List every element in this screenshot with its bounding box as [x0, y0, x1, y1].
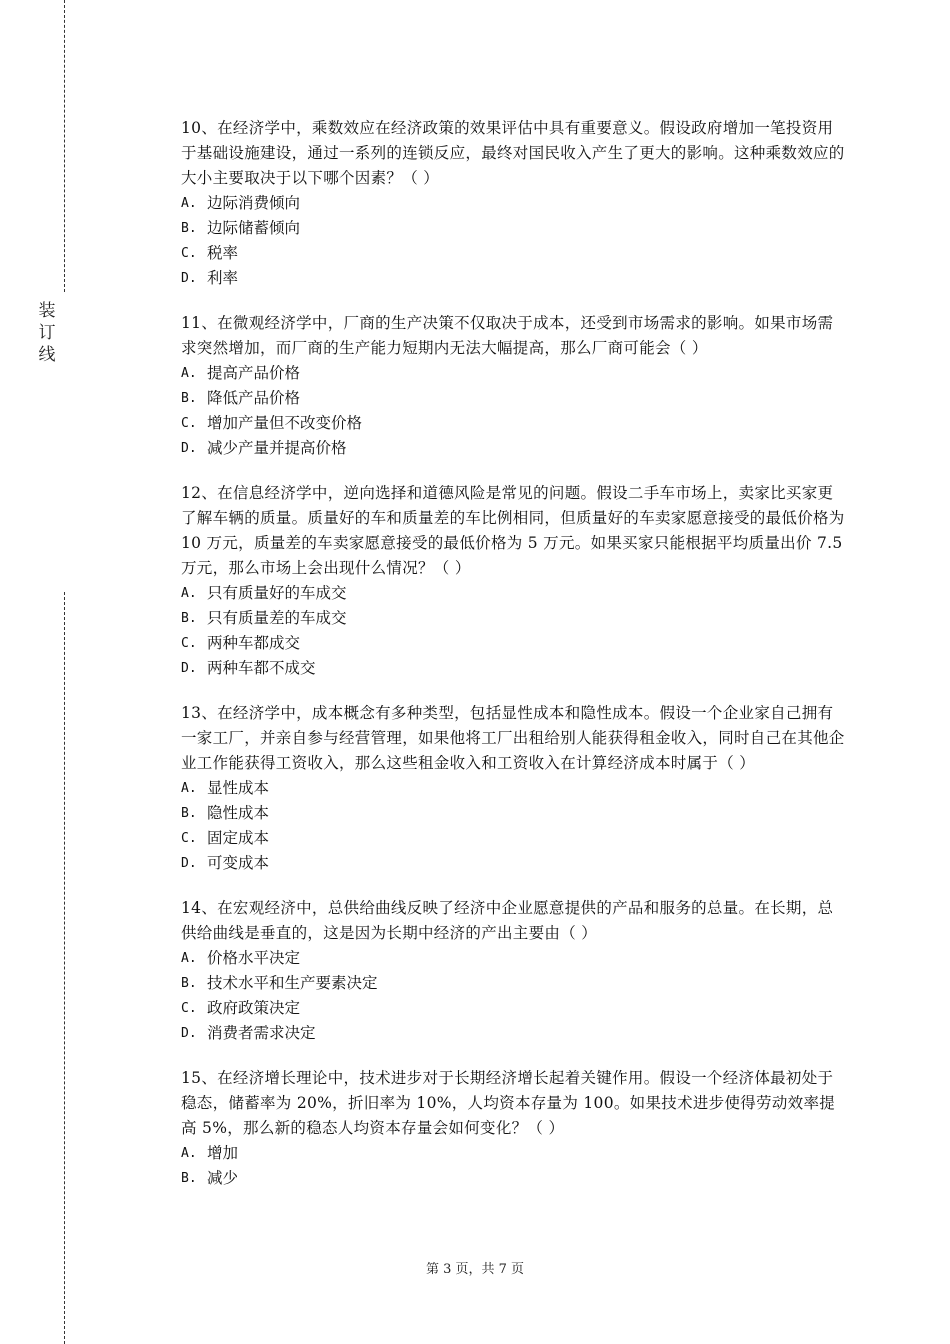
option-list — [181, 191, 845, 291]
option-text: 增加产量但不改变价格 — [207, 414, 363, 432]
option-text: 隐性成本 — [207, 804, 270, 822]
option-letter: D. — [181, 271, 197, 286]
option-b — [181, 801, 845, 826]
option-text: 税率 — [207, 244, 239, 262]
option-c — [181, 631, 845, 656]
option-letter: A. — [181, 586, 197, 601]
option-list — [181, 581, 845, 681]
option-text: 显性成本 — [207, 779, 270, 797]
option-b — [181, 386, 845, 411]
option-letter: A. — [181, 196, 197, 211]
option-letter: A. — [181, 366, 197, 381]
option-text: 可变成本 — [207, 854, 270, 872]
binding-label-char: 订 — [38, 323, 56, 343]
option-letter: B. — [181, 391, 197, 406]
option-text: 价格水平决定 — [207, 949, 301, 967]
option-letter: D. — [181, 661, 197, 676]
option-text: 政府政策决定 — [207, 999, 301, 1017]
option-letter: B. — [181, 976, 197, 991]
option-list — [181, 946, 845, 1046]
option-a — [181, 581, 845, 606]
question-stem: 12、在信息经济学中，逆向选择和道德风险是常见的问题。假设二手车市场上，卖家比买家更了解车辆的质量。质量好的车和质量差的车比例相同，但质量好的车卖家愿意接受的最低价格为 10 万元，质量差的车卖家愿意接受的最低价格为 5 万元。如果买家只能根据平均质量出价 7.5 万元，那么市场上会出现什么情况？（ ） — [181, 484, 845, 577]
option-text: 边际消费倾向 — [207, 194, 301, 212]
option-text: 利率 — [207, 269, 239, 287]
option-letter: C. — [181, 1001, 197, 1016]
option-text: 两种车都成交 — [207, 634, 301, 652]
option-a — [181, 776, 845, 801]
option-letter: B. — [181, 221, 197, 236]
option-d — [181, 1021, 845, 1046]
option-a — [181, 191, 845, 216]
option-letter: C. — [181, 416, 197, 431]
option-letter: C. — [181, 636, 197, 651]
binding-label-char: 装 — [38, 301, 56, 321]
option-b — [181, 216, 845, 241]
option-letter: B. — [181, 611, 197, 626]
option-c — [181, 826, 845, 851]
option-text: 减少产量并提高价格 — [207, 439, 347, 457]
option-text: 降低产品价格 — [207, 389, 301, 407]
option-letter: C. — [181, 831, 197, 846]
question-12 — [181, 481, 845, 681]
option-text: 技术水平和生产要素决定 — [207, 974, 378, 992]
option-text: 边际储蓄倾向 — [207, 219, 301, 237]
option-letter: A. — [181, 781, 197, 796]
question-13 — [181, 701, 845, 876]
option-list — [181, 776, 845, 876]
option-letter: D. — [181, 856, 197, 871]
question-10 — [181, 116, 845, 291]
question-stem: 10、在经济学中，乘数效应在经济政策的效果评估中具有重要意义。假设政府增加一笔投资用于基础设施建设，通过一系列的连锁反应，最终对国民收入产生了更大的影响。这种乘数效应的大小主要取决于以下哪个因素？（ ） — [181, 119, 845, 187]
question-stem: 14、在宏观经济中，总供给曲线反映了经济中企业愿意提供的产品和服务的总量。在长期，总供给曲线是垂直的，这是因为长期中经济的产出主要由（ ） — [181, 899, 834, 942]
option-text: 增加 — [207, 1144, 239, 1162]
binding-line-bottom — [64, 592, 65, 1344]
question-stem: 15、在经济增长理论中，技术进步对于长期经济增长起着关键作用。假设一个经济体最初处于稳态，储蓄率为 20%，折旧率为 10%，人均资本存量为 100。如果技术进步使得劳动效率提高 5%，那么新的稳态人均资本存量会如何变化？（ ） — [181, 1069, 836, 1137]
binding-label — [36, 300, 58, 366]
option-letter: D. — [181, 1026, 197, 1041]
option-letter: A. — [181, 951, 197, 966]
option-letter: D. — [181, 441, 197, 456]
option-d — [181, 266, 845, 291]
option-text: 消费者需求决定 — [207, 1024, 316, 1042]
option-a — [181, 1141, 845, 1166]
option-letter: C. — [181, 246, 197, 261]
binding-line-top — [64, 0, 65, 292]
option-d — [181, 656, 845, 681]
option-c — [181, 241, 845, 266]
option-list — [181, 1141, 845, 1191]
option-text: 只有质量差的车成交 — [207, 609, 347, 627]
option-text: 提高产品价格 — [207, 364, 301, 382]
option-letter: B. — [181, 806, 197, 821]
option-c — [181, 411, 845, 436]
question-list — [181, 116, 845, 1211]
option-text: 固定成本 — [207, 829, 270, 847]
option-b — [181, 1166, 845, 1191]
page-footer: 第 3 页，共 7 页 — [425, 1262, 525, 1277]
option-letter: B. — [181, 1171, 197, 1186]
question-stem: 13、在经济学中，成本概念有多种类型，包括显性成本和隐性成本。假设一个企业家自己拥有一家工厂，并亲自参与经营管理，如果他将工厂出租给别人能获得租金收入，同时自己在其他企业工作能获得工资收入，那么这些租金收入和工资收入在计算经济成本时属于（ ） — [181, 704, 845, 772]
question-stem: 11、在微观经济学中，厂商的生产决策不仅取决于成本，还受到市场需求的影响。如果市场需求突然增加，而厂商的生产能力短期内无法大幅提高，那么厂商可能会（ ） — [181, 314, 834, 357]
option-text: 减少 — [207, 1169, 239, 1187]
option-text: 两种车都不成交 — [207, 659, 316, 677]
option-d — [181, 436, 845, 461]
binding-label-char: 线 — [38, 345, 56, 365]
question-15 — [181, 1066, 845, 1191]
question-11 — [181, 311, 845, 461]
option-list — [181, 361, 845, 461]
option-b — [181, 971, 845, 996]
question-14 — [181, 896, 845, 1046]
option-a — [181, 361, 845, 386]
option-letter: A. — [181, 1146, 197, 1161]
option-a — [181, 946, 845, 971]
option-c — [181, 996, 845, 1021]
option-text: 只有质量好的车成交 — [207, 584, 347, 602]
option-d — [181, 851, 845, 876]
option-b — [181, 606, 845, 631]
